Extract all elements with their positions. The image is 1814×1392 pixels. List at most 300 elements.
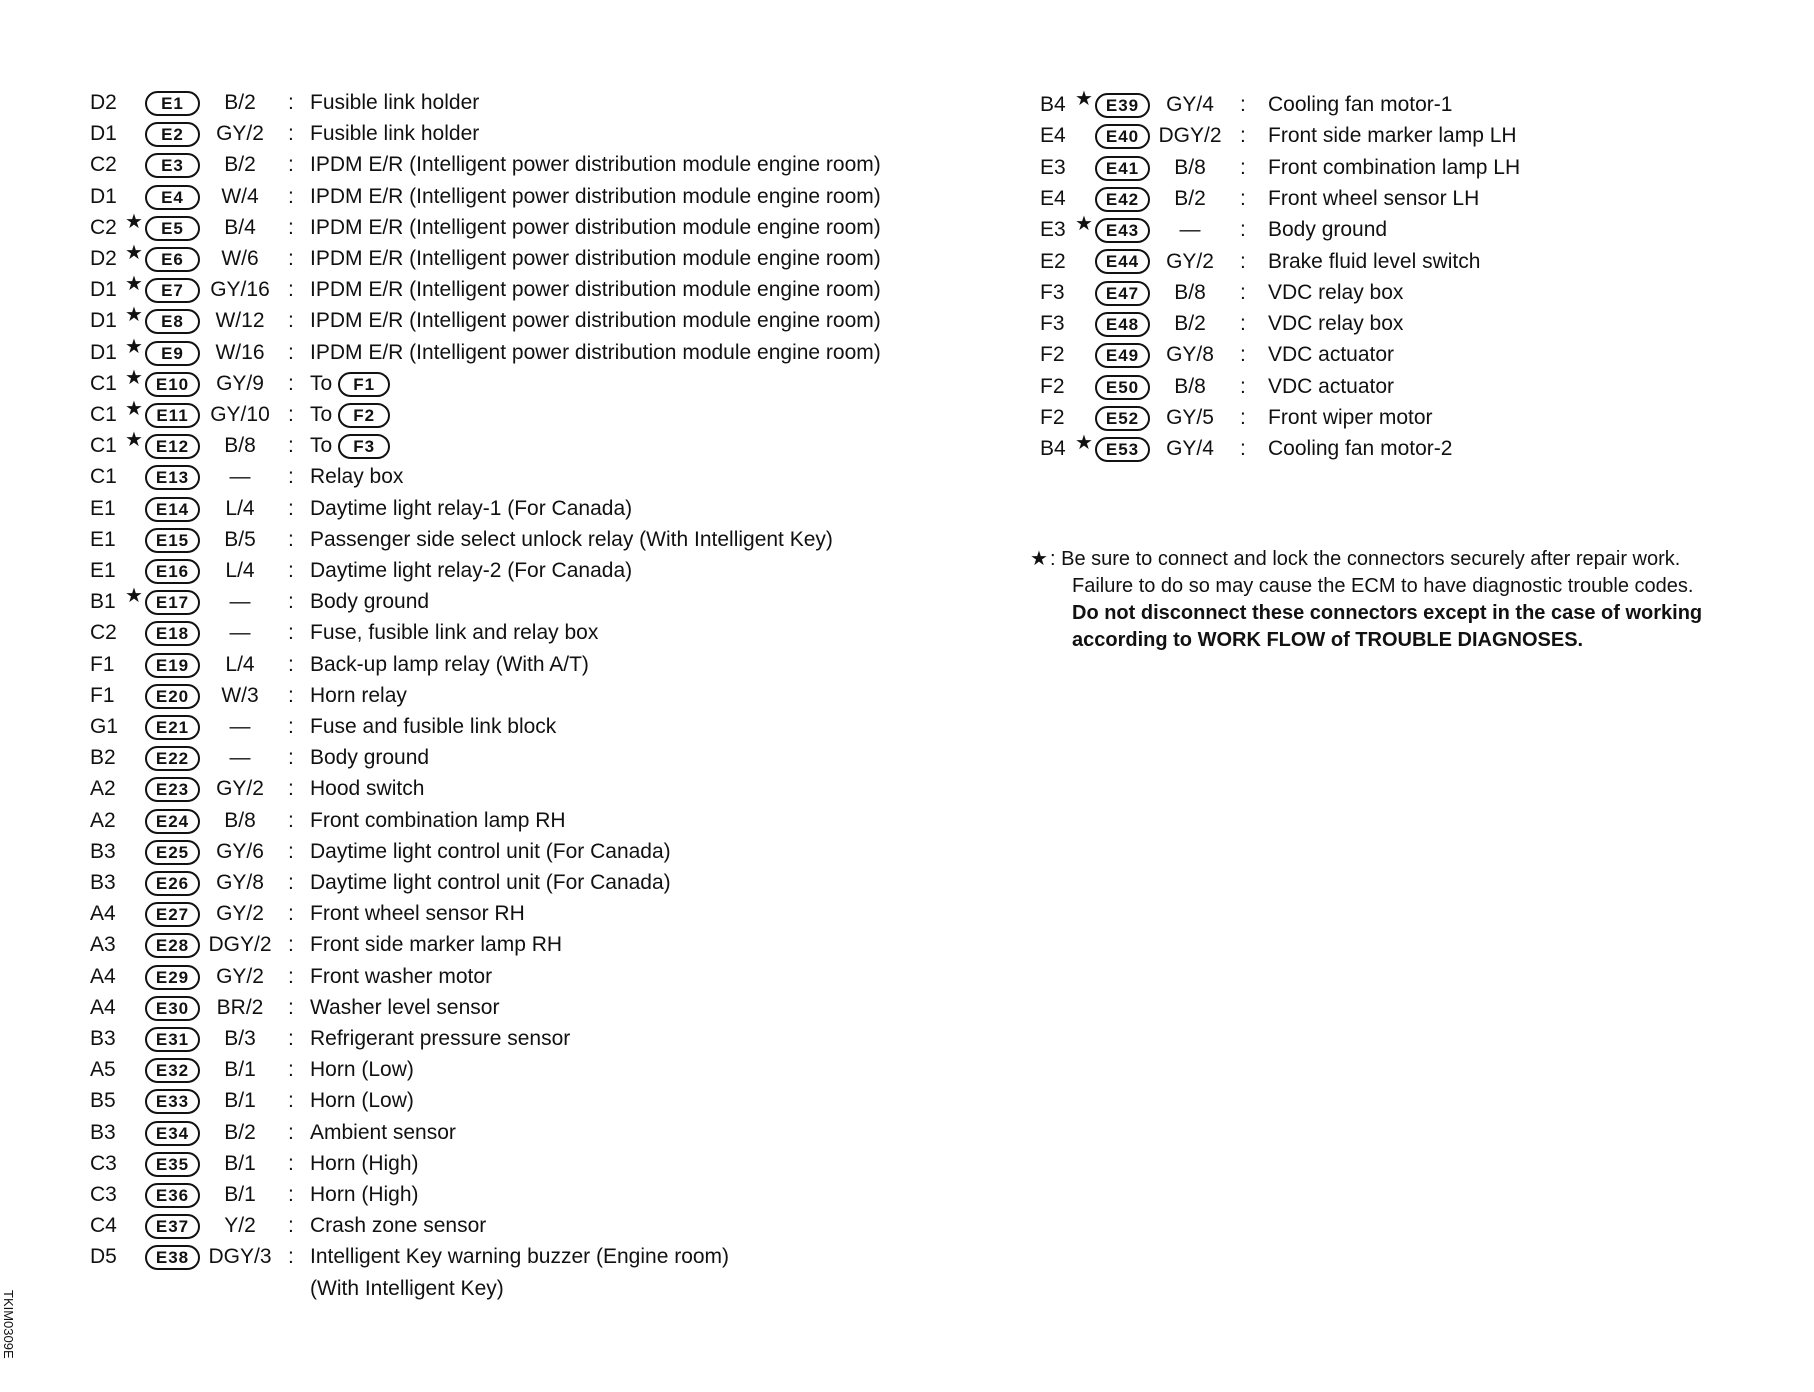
description-text: Front wiper motor (1268, 406, 1433, 429)
grid-ref: B4 (1040, 437, 1066, 461)
separator: : (288, 1214, 294, 1238)
star-icon: ★ (125, 210, 143, 233)
separator: : (1240, 437, 1246, 461)
connector-row (90, 1118, 970, 1148)
description-text: Hood switch (310, 777, 425, 801)
wire-spec: B/5 (224, 527, 256, 551)
separator: : (288, 215, 294, 239)
wire-spec: GY/2 (1166, 249, 1214, 273)
description (310, 431, 390, 461)
grid-ref: E3 (1040, 218, 1066, 242)
connector-badge (1095, 153, 1150, 183)
description-text: IPDM E/R (Intelligent power distribution module engine room) (310, 184, 881, 208)
connector-badge (145, 1242, 200, 1272)
connector-row (90, 1211, 970, 1241)
description-text: Fuse and fusible link block (310, 715, 557, 738)
grid-ref: C2 (90, 215, 117, 239)
grid-ref: E2 (1040, 249, 1066, 273)
description (310, 743, 429, 773)
connector-number: E25 (145, 840, 200, 865)
description-text: Front side marker lamp LH (1268, 124, 1517, 148)
connector-badge (1095, 247, 1150, 277)
connector-row (90, 88, 970, 118)
separator: : (288, 465, 294, 489)
description (1268, 215, 1387, 245)
connector-badge (145, 306, 200, 336)
description (1268, 247, 1480, 277)
description-text: Cooling fan motor-2 (1268, 437, 1453, 461)
separator: : (288, 1089, 294, 1113)
grid-ref: C1 (90, 403, 117, 426)
description-text: Daytime light control unit (For Canada) (310, 871, 671, 894)
star-icon: ★ (125, 304, 143, 327)
connector-row (90, 1242, 970, 1272)
separator: : (288, 964, 294, 988)
description-continued: (With Intelligent Key) (310, 1276, 504, 1300)
description (310, 618, 598, 648)
connector-number: E39 (1095, 93, 1150, 118)
separator: : (288, 496, 294, 520)
wire-spec: — (229, 621, 251, 645)
separator: : (288, 278, 294, 302)
wire-spec: W/3 (221, 683, 259, 707)
wire-spec: GY/8 (1166, 343, 1214, 367)
star-icon: ★ (125, 242, 143, 264)
wire-spec: W/6 (221, 247, 259, 270)
connector-badge (145, 556, 200, 586)
description-text: Front wheel sensor LH (1268, 186, 1480, 210)
description (310, 1118, 456, 1148)
grid-ref: F3 (1040, 312, 1065, 336)
connector-number: E34 (145, 1121, 200, 1146)
star-icon: ★ (125, 273, 143, 296)
connector-row (90, 743, 970, 773)
connector-badge (1095, 184, 1150, 214)
connector-row (90, 182, 970, 212)
grid-ref: B1 (90, 590, 116, 614)
separator: : (288, 1058, 294, 1082)
connector-number: E10 (145, 372, 200, 397)
description (310, 774, 424, 804)
connector-number: E11 (145, 403, 200, 428)
separator: : (288, 247, 294, 270)
wire-spec: GY/2 (216, 964, 264, 988)
connector-badge (145, 712, 200, 742)
description-text: Intelligent Key warning buzzer (Engine room) (310, 1245, 730, 1269)
connector-badge (1095, 121, 1150, 151)
description-text: Back-up lamp relay (With A/T) (310, 652, 589, 676)
connector-number: E13 (145, 465, 200, 490)
grid-ref: B3 (90, 839, 116, 863)
description (1268, 403, 1433, 433)
grid-ref: B5 (90, 1089, 116, 1113)
connector-row (90, 119, 970, 149)
connector-number: E29 (145, 965, 200, 990)
connector-row (90, 462, 970, 492)
separator: : (288, 871, 294, 894)
description-text: IPDM E/R (Intelligent power distribution module engine room) (310, 153, 881, 177)
wire-spec: L/4 (225, 652, 255, 676)
connector-badge (145, 88, 200, 118)
star-icon: ★ (125, 335, 143, 358)
description (310, 930, 562, 960)
grid-ref: E4 (1040, 186, 1066, 210)
description-text: To (310, 371, 333, 395)
connector-number: E35 (145, 1152, 200, 1177)
connector-row (90, 335, 970, 368)
star-icon: ★ (1075, 213, 1093, 236)
separator: : (288, 715, 294, 738)
connector-badge (145, 1118, 200, 1148)
connector-row (90, 400, 970, 430)
connector-row (90, 962, 970, 992)
connector-number: E38 (145, 1245, 200, 1270)
grid-ref: D1 (90, 184, 117, 208)
connector-number: E24 (145, 809, 200, 834)
description-text: Front wheel sensor RH (310, 902, 525, 926)
description-text: IPDM E/R (Intelligent power distribution module engine room) (310, 278, 881, 302)
grid-ref: E1 (90, 559, 116, 582)
separator: : (288, 434, 294, 458)
wire-spec: BR/2 (216, 995, 264, 1019)
connector-row (90, 275, 970, 305)
connector-number: E43 (1095, 218, 1150, 243)
connector-row (90, 525, 970, 555)
connector-row (90, 366, 970, 399)
description-text: Body ground (310, 746, 430, 770)
connector-row (90, 650, 970, 680)
wire-spec: GY/2 (216, 902, 264, 926)
connector-row (90, 306, 970, 336)
wire-spec: GY/2 (216, 777, 264, 801)
grid-ref: B3 (90, 1027, 116, 1050)
grid-ref: F3 (1040, 280, 1065, 304)
description (1268, 90, 1452, 120)
grid-ref: C2 (90, 153, 117, 177)
note-line-3: Do not disconnect these connectors except in the case of working (1072, 602, 1703, 624)
description-text: Front side marker lamp RH (310, 933, 563, 957)
connector-badge (145, 150, 200, 180)
connector-number: E18 (145, 621, 200, 646)
grid-ref: B3 (90, 871, 116, 894)
connector-row (90, 930, 970, 960)
connector-row (90, 1086, 970, 1116)
description-text: Front washer motor (310, 964, 493, 988)
target-connector: F2 (338, 403, 390, 428)
connector-row (1040, 121, 1740, 151)
connector-row (1040, 90, 1740, 120)
description-text: VDC actuator (1268, 374, 1395, 398)
grid-ref: C1 (90, 434, 117, 458)
separator: : (1240, 280, 1246, 304)
connector-badge (145, 275, 200, 305)
connector-number: E23 (145, 777, 200, 802)
connector-number: E30 (145, 996, 200, 1021)
description-text: Daytime light relay-1 (For Canada) (310, 496, 633, 520)
description (310, 1149, 419, 1179)
star-icon: ★ (125, 398, 143, 420)
separator: : (288, 777, 294, 801)
description-text: Horn (High) (310, 1183, 419, 1206)
description (310, 213, 881, 243)
connector-badge (145, 119, 200, 149)
star-icon: ★ (125, 585, 143, 608)
connector-number: E3 (145, 153, 200, 178)
connector-badge (145, 743, 200, 773)
description-text: To (310, 434, 333, 458)
description-text: Body ground (310, 590, 430, 614)
wire-spec: B/1 (224, 1183, 256, 1206)
wire-spec: GY/5 (1166, 406, 1214, 429)
wire-spec: W/4 (221, 184, 259, 208)
wire-spec: B/2 (1174, 312, 1206, 336)
description-text: Brake fluid level switch (1268, 249, 1481, 273)
grid-ref: D1 (90, 309, 117, 333)
connector-number: E26 (145, 871, 200, 896)
connector-number: E42 (1095, 187, 1150, 212)
connector-row (1040, 372, 1740, 402)
connector-badge (1095, 278, 1150, 308)
separator: : (288, 995, 294, 1019)
connector-number: E44 (1095, 249, 1150, 274)
connector-badge (145, 806, 200, 836)
description (310, 650, 589, 680)
description (1268, 434, 1452, 464)
wire-spec: L/4 (225, 559, 255, 582)
connector-number: E9 (145, 341, 200, 366)
description-text: Ambient sensor (310, 1120, 456, 1144)
grid-ref: C4 (90, 1214, 117, 1238)
separator: : (288, 1183, 294, 1206)
note-line-1: : Be sure to connect and lock the connectors securely after repair work. (1050, 548, 1681, 570)
connector-badge (1095, 309, 1150, 339)
description-text: Daytime light relay-2 (For Canada) (310, 559, 633, 582)
description (310, 88, 479, 118)
connector-badge (145, 182, 200, 212)
separator: : (288, 683, 294, 707)
connector-row (90, 806, 970, 836)
description-text: Horn (Low) (310, 1058, 414, 1082)
separator: : (288, 122, 294, 146)
description (310, 681, 407, 711)
wire-spec: W/12 (215, 309, 265, 333)
wire-spec: B/1 (224, 1089, 256, 1113)
description (310, 712, 556, 742)
connector-badge (145, 462, 200, 492)
grid-ref: B2 (90, 746, 116, 770)
description (310, 1086, 414, 1116)
description (310, 1211, 486, 1241)
wire-spec: GY/16 (210, 278, 270, 302)
grid-ref: E1 (90, 496, 116, 520)
wire-spec: B/2 (1174, 186, 1206, 210)
separator: : (288, 403, 294, 426)
connector-number: E31 (145, 1027, 200, 1052)
separator: : (288, 1120, 294, 1144)
connector-number: E12 (145, 434, 200, 459)
wire-spec: B/2 (224, 1120, 256, 1144)
connector-row (1040, 278, 1740, 308)
connector-number: E53 (1095, 437, 1150, 462)
grid-ref: E4 (1040, 124, 1066, 148)
connector-badge (145, 1024, 200, 1054)
description (310, 556, 632, 586)
description (1268, 121, 1517, 151)
description-text: Refrigerant pressure sensor (310, 1027, 571, 1050)
connector-number: E49 (1095, 343, 1150, 368)
target-connector: F1 (338, 372, 390, 397)
wire-spec: GY/2 (216, 122, 264, 146)
connector-number: E28 (145, 933, 200, 958)
wire-spec: B/1 (224, 1058, 256, 1082)
description (310, 244, 881, 274)
separator: : (288, 839, 294, 863)
connector-number: E52 (1095, 406, 1150, 431)
connector-row (1040, 403, 1740, 433)
separator: : (288, 309, 294, 333)
grid-ref: C2 (90, 621, 117, 645)
grid-ref: A2 (90, 808, 116, 832)
wire-spec: — (1179, 218, 1201, 242)
connector-row (90, 494, 970, 524)
grid-ref: D5 (90, 1245, 117, 1269)
connector-badge (145, 993, 200, 1023)
connector-number: E36 (145, 1183, 200, 1208)
description (310, 1242, 729, 1272)
wire-spec: DGY/2 (1158, 124, 1222, 148)
target-connector: F3 (338, 434, 390, 459)
grid-ref: E1 (90, 527, 116, 551)
separator: : (288, 340, 294, 364)
connector-number: E22 (145, 746, 200, 771)
connector-number: E50 (1095, 375, 1150, 400)
grid-ref: D1 (90, 340, 117, 364)
connector-row (90, 1024, 970, 1054)
grid-ref: B3 (90, 1120, 116, 1144)
description-text: Relay box (310, 465, 404, 489)
description (310, 462, 403, 492)
description (310, 1024, 570, 1054)
connector-badge (145, 338, 200, 368)
connector-badge (1095, 403, 1150, 433)
separator: : (1240, 406, 1246, 429)
separator: : (288, 746, 294, 770)
description-text: Body ground (1268, 218, 1388, 242)
separator: : (288, 1027, 294, 1050)
connector-badge (145, 899, 200, 929)
description (310, 587, 429, 617)
wire-spec: GY/10 (210, 403, 270, 426)
connector-number: E37 (145, 1214, 200, 1239)
wire-spec: W/16 (215, 340, 265, 364)
star-icon: ★ (1075, 88, 1093, 110)
description (310, 1055, 414, 1085)
connector-row (90, 431, 970, 461)
wire-spec: B/2 (224, 153, 256, 177)
connector-badge (145, 400, 200, 430)
connector-badge (145, 1086, 200, 1116)
connector-badge (145, 837, 200, 867)
grid-ref: G1 (90, 715, 119, 738)
grid-ref: C1 (90, 465, 117, 489)
grid-ref: C3 (90, 1151, 117, 1175)
wire-spec: — (229, 465, 251, 489)
separator: : (1240, 374, 1246, 398)
connector-number: E16 (145, 559, 200, 584)
grid-ref: D2 (90, 91, 117, 114)
wire-spec: GY/4 (1166, 93, 1214, 116)
grid-ref: C3 (90, 1183, 117, 1206)
note-line-4: according to WORK FLOW of TROUBLE DIAGNOSES. (1072, 629, 1584, 651)
description (1268, 340, 1394, 370)
description-text: IPDM E/R (Intelligent power distribution module engine room) (310, 309, 881, 333)
description-text: Fuse, fusible link and relay box (310, 621, 599, 645)
connector-badge (1095, 215, 1150, 245)
wire-spec: B/4 (224, 215, 256, 239)
description-text: VDC relay box (1268, 280, 1404, 304)
connector-number: E27 (145, 902, 200, 927)
star-icon: ★ (1075, 432, 1093, 455)
wire-spec: GY/6 (216, 839, 264, 863)
connector-badge (145, 868, 200, 898)
separator: : (1240, 186, 1246, 210)
description-text: To (310, 403, 333, 426)
connector-badge (145, 650, 200, 680)
separator: : (288, 153, 294, 177)
wire-spec: — (229, 590, 251, 614)
connector-number: E40 (1095, 124, 1150, 149)
connector-badge (145, 494, 200, 524)
wire-spec: GY/4 (1166, 437, 1214, 461)
connector-badge (145, 962, 200, 992)
description (310, 837, 671, 867)
separator: : (288, 652, 294, 676)
grid-ref: F1 (90, 652, 115, 676)
wire-spec: B/2 (224, 91, 256, 114)
connector-badge (145, 213, 200, 243)
connector-row (90, 618, 970, 648)
connector-badge (1095, 434, 1150, 464)
grid-ref: A4 (90, 995, 116, 1019)
description (1268, 184, 1479, 214)
connector-number: E19 (145, 653, 200, 678)
connector-row (90, 868, 970, 898)
connector-badge (145, 1055, 200, 1085)
connector-number: E4 (145, 185, 200, 210)
connector-row (90, 587, 970, 617)
grid-ref: A4 (90, 902, 116, 926)
separator: : (1240, 312, 1246, 336)
wire-spec: DGY/2 (208, 933, 272, 957)
separator: : (288, 371, 294, 395)
description (310, 868, 671, 898)
connector-row (90, 712, 970, 742)
connector-row (90, 681, 970, 711)
connector-badge (145, 774, 200, 804)
figure-code: TKIM0309E (1, 1290, 16, 1359)
connector-badge (145, 431, 200, 461)
separator: : (288, 559, 294, 582)
grid-ref: F1 (90, 683, 115, 707)
connector-row (90, 210, 970, 243)
connector-number: E17 (145, 590, 200, 615)
description (310, 806, 566, 836)
connector-number: E20 (145, 684, 200, 709)
connector-row (1040, 215, 1740, 245)
grid-ref: A3 (90, 933, 116, 957)
connector-number: E14 (145, 497, 200, 522)
description (310, 525, 833, 555)
